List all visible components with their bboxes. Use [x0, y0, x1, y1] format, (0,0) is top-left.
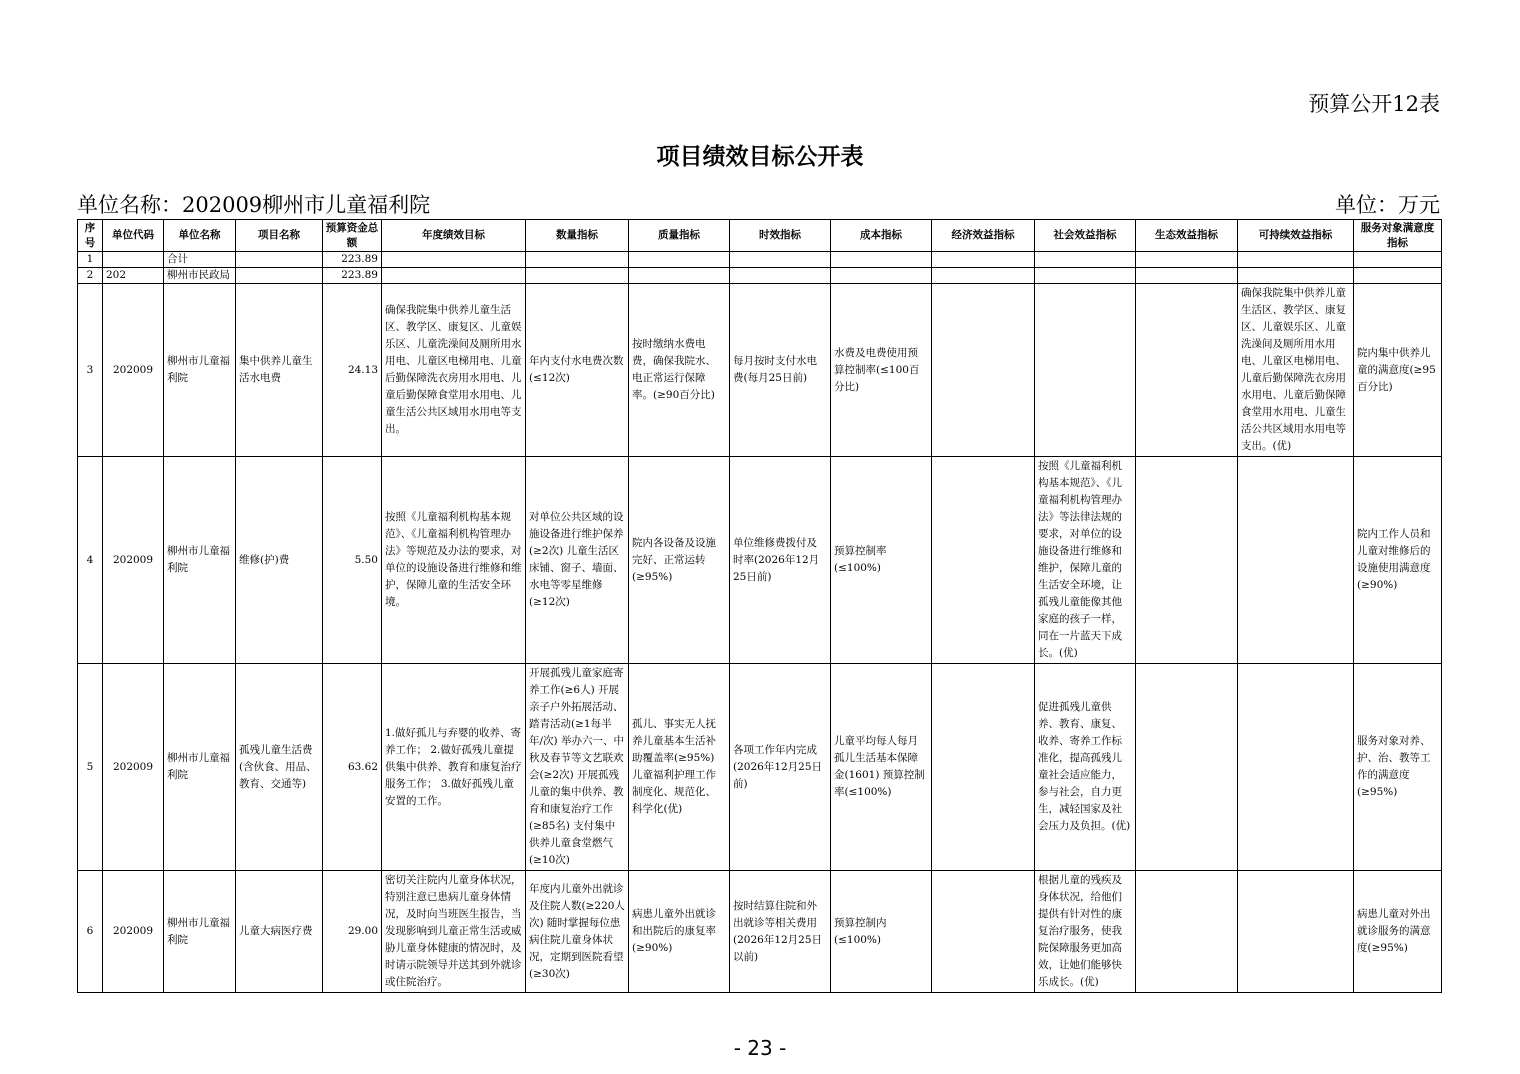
header-cost: 成本指标 — [831, 220, 932, 252]
cell-budget: 63.62 — [323, 664, 382, 871]
cell-project-name: 孤残儿童生活费(含伙食、用品、教育、交通等) — [236, 664, 323, 871]
cell-ecological — [1136, 284, 1238, 457]
header-quantity: 数量指标 — [526, 220, 629, 252]
cell-budget: 29.00 — [323, 871, 382, 993]
table-row — [78, 457, 1442, 664]
cell-ecological — [1136, 664, 1238, 871]
cell-project-name — [236, 268, 323, 284]
cell-quality: 院内各设备及设施完好、正常运转(≥95%) — [629, 457, 730, 664]
cell-timeliness — [730, 252, 831, 268]
document-title: 项目绩效目标公开表 — [656, 144, 864, 170]
cell-unit-name: 柳州市民政局 — [164, 268, 236, 284]
header-budget: 预算资金总额 — [323, 220, 382, 252]
cell-timeliness: 单位维修费拨付及时率(2026年12月25日前) — [730, 457, 831, 664]
cell-ecological — [1136, 268, 1238, 284]
cell-project-name: 维修(护)费 — [236, 457, 323, 664]
cell-quality: 孤儿、事实无人抚养儿童基本生活补助覆盖率(≥95%) 儿童福利护理工作制度化、规范化、科学化(优) — [629, 664, 730, 871]
cell-satisfaction: 服务对象对养、护、治、教等工作的满意度(≥95%) — [1354, 664, 1442, 871]
cell-unit-code: 202009 — [103, 871, 164, 993]
header-sustainable: 可持续效益指标 — [1238, 220, 1354, 252]
unit-name: 单位名称：202009柳州市儿童福利院 — [77, 193, 431, 217]
cell-quality: 按时缴纳水费电费，确保我院水、电正常运行保障率。(≥90百分比) — [629, 284, 730, 457]
cell-economic — [932, 252, 1035, 268]
cell-cost: 儿童平均每人每月孤儿生活基本保障金(1601) 预算控制率(≤100%) — [831, 664, 932, 871]
cell-satisfaction — [1354, 268, 1442, 284]
cell-social: 根据儿童的残疾及身体状况，给他们提供有针对性的康复治疗服务，使我院保障服务更加高效，让她们能够快乐成长。(优) — [1035, 871, 1136, 993]
header-annual-goal: 年度绩效目标 — [382, 220, 526, 252]
cell-satisfaction: 院内工作人员和儿童对维修后的设施使用满意度(≥90%) — [1354, 457, 1442, 664]
header-satisfaction: 服务对象满意度指标 — [1354, 220, 1442, 252]
cell-annual-goal: 1.做好孤儿与弃婴的收养、寄养工作； 2.做好孤残儿童提供集中供养、教育和康复治疗服务工作； 3.做好孤残儿童安置的工作。 — [382, 664, 526, 871]
cell-quantity: 年内支付水电费次数(≤12次) — [526, 284, 629, 457]
cell-seq: 3 — [78, 284, 103, 457]
cell-quality — [629, 252, 730, 268]
cell-quantity: 开展孤残儿童家庭寄养工作(≥6人) 开展亲子户外拓展活动、踏青活动(≥1每半年/次) 举办六一、中秋及春节等文艺联欢会(≥2次) 开展孤残儿童的集中供养、教育和康复治疗工作(≥85名) 支付集中供养儿童食堂燃气(≥10次) — [526, 664, 629, 871]
cell-satisfaction — [1354, 252, 1442, 268]
cell-timeliness: 按时结算住院和外出就诊等相关费用(2026年12月25日以前) — [730, 871, 831, 993]
table-id: 预算公开12表 — [1308, 92, 1440, 116]
page-number: - 23 - — [733, 1036, 787, 1060]
cell-economic — [932, 871, 1035, 993]
cell-unit-code — [103, 252, 164, 268]
performance-table — [77, 219, 1442, 993]
cell-unit-code: 202009 — [103, 457, 164, 664]
cell-social: 按照《儿童福利机构基本规范》、《儿童福利机构管理办法》等法律法规的要求，对单位的设施设备进行维修和维护，保障儿童的生活安全环境，让孤残儿童能像其他家庭的孩子一样，同在一片蓝天下成长。(优) — [1035, 457, 1136, 664]
cell-budget: 223.89 — [323, 268, 382, 284]
cell-timeliness: 各项工作年内完成(2026年12月25日前) — [730, 664, 831, 871]
cell-seq: 6 — [78, 871, 103, 993]
cell-quantity — [526, 252, 629, 268]
cell-seq: 1 — [78, 252, 103, 268]
cell-budget: 223.89 — [323, 252, 382, 268]
cell-seq: 2 — [78, 268, 103, 284]
table-row — [78, 871, 1442, 993]
cell-unit-name: 柳州市儿童福利院 — [164, 284, 236, 457]
cell-economic — [932, 284, 1035, 457]
cell-economic — [932, 457, 1035, 664]
header-seq: 序号 — [78, 220, 103, 252]
cell-cost: 预算控制率(≤100%) — [831, 457, 932, 664]
cell-satisfaction: 院内集中供养儿童的满意度(≥95百分比) — [1354, 284, 1442, 457]
cell-social — [1035, 284, 1136, 457]
cell-annual-goal — [382, 268, 526, 284]
cell-sustainable: 确保我院集中供养儿童生活区、教学区、康复区、儿童娱乐区、儿童洗澡间及厕所用水用电、儿童区电梯用电、儿童后勤保障洗衣房用水用电、儿童后勤保障食堂用水用电、儿童生活公共区域用水用电等支出。(优) — [1238, 284, 1354, 457]
table-row — [78, 664, 1442, 871]
cell-cost: 预算控制内(≤100%) — [831, 871, 932, 993]
cell-project-name: 集中供养儿童生活水电费 — [236, 284, 323, 457]
cell-ecological — [1136, 457, 1238, 664]
cell-quality: 病患儿童外出就诊和出院后的康复率(≥90%) — [629, 871, 730, 993]
header-social: 社会效益指标 — [1035, 220, 1136, 252]
cell-seq: 4 — [78, 457, 103, 664]
cell-annual-goal: 密切关注院内儿童身体状况，特别注意已患病儿童身体情况，及时向当班医生报告，当发现影响到儿童正常生活或威胁儿童身体健康的情况时，及时请示院领导并送其到外就诊或住院治疗。 — [382, 871, 526, 993]
cell-annual-goal: 按照《儿童福利机构基本规范》、《儿童福利机构管理办法》等规范及办法的要求，对单位的设施设备进行维修和维护，保障儿童的生活安全环境。 — [382, 457, 526, 664]
header-ecological: 生态效益指标 — [1136, 220, 1238, 252]
cell-annual-goal: 确保我院集中供养儿童生活区、教学区、康复区、儿童娱乐区、儿童洗澡间及厕所用水用电、儿童区电梯用电、儿童后勤保障洗衣房用水用电、儿童后勤保障食堂用水用电、儿童生活公共区域用水用电等支出。 — [382, 284, 526, 457]
cell-unit-code: 202009 — [103, 664, 164, 871]
header-unit-code: 单位代码 — [103, 220, 164, 252]
cell-social — [1035, 252, 1136, 268]
cell-unit-name: 柳州市儿童福利院 — [164, 664, 236, 871]
cell-social: 促进孤残儿童供养、教育、康复、收养、寄养工作标准化，提高孤残儿童社会适应能力，参与社会，自力更生，减轻国家及社会压力及负担。(优) — [1035, 664, 1136, 871]
table-row — [78, 268, 1442, 284]
header-project-name: 项目名称 — [236, 220, 323, 252]
cell-sustainable — [1238, 457, 1354, 664]
cell-sustainable — [1238, 252, 1354, 268]
cell-timeliness — [730, 268, 831, 284]
header-economic: 经济效益指标 — [932, 220, 1035, 252]
cell-unit-code: 202009 — [103, 284, 164, 457]
cell-economic — [932, 664, 1035, 871]
cell-social — [1035, 268, 1136, 284]
cell-timeliness: 每月按时支付水电费(每月25日前) — [730, 284, 831, 457]
table-row — [78, 252, 1442, 268]
cell-budget: 5.50 — [323, 457, 382, 664]
cell-sustainable — [1238, 871, 1354, 993]
cell-sustainable — [1238, 268, 1354, 284]
cell-satisfaction: 病患儿童对外出就诊服务的满意度(≥95%) — [1354, 871, 1442, 993]
table-row — [78, 284, 1442, 457]
cell-annual-goal — [382, 252, 526, 268]
cell-budget: 24.13 — [323, 284, 382, 457]
cell-ecological — [1136, 252, 1238, 268]
header-unit-name: 单位名称 — [164, 220, 236, 252]
cell-project-name — [236, 252, 323, 268]
currency-unit: 单位：万元 — [1335, 193, 1440, 217]
cell-cost — [831, 252, 932, 268]
cell-ecological — [1136, 871, 1238, 993]
cell-quantity: 对单位公共区域的设施设备进行维护保养(≥2次) 儿童生活区床铺、窗子、墙面、水电等零星维修(≥12次) — [526, 457, 629, 664]
cell-seq: 5 — [78, 664, 103, 871]
header-timeliness: 时效指标 — [730, 220, 831, 252]
cell-quantity — [526, 268, 629, 284]
header-quality: 质量指标 — [629, 220, 730, 252]
cell-cost — [831, 268, 932, 284]
cell-economic — [932, 268, 1035, 284]
cell-cost: 水费及电费使用预算控制率(≤100百分比) — [831, 284, 932, 457]
header-row — [78, 220, 1442, 252]
cell-quality — [629, 268, 730, 284]
cell-unit-name: 柳州市儿童福利院 — [164, 871, 236, 993]
cell-unit-name: 柳州市儿童福利院 — [164, 457, 236, 664]
cell-quantity: 年度内儿童外出就诊及住院人数(≥220人次) 随时掌握每位患病住院儿童身体状况，定期到医院看望(≥30次) — [526, 871, 629, 993]
cell-unit-name: 合计 — [164, 252, 236, 268]
cell-project-name: 儿童大病医疗费 — [236, 871, 323, 993]
cell-unit-code: 202 — [103, 268, 164, 284]
cell-sustainable — [1238, 664, 1354, 871]
